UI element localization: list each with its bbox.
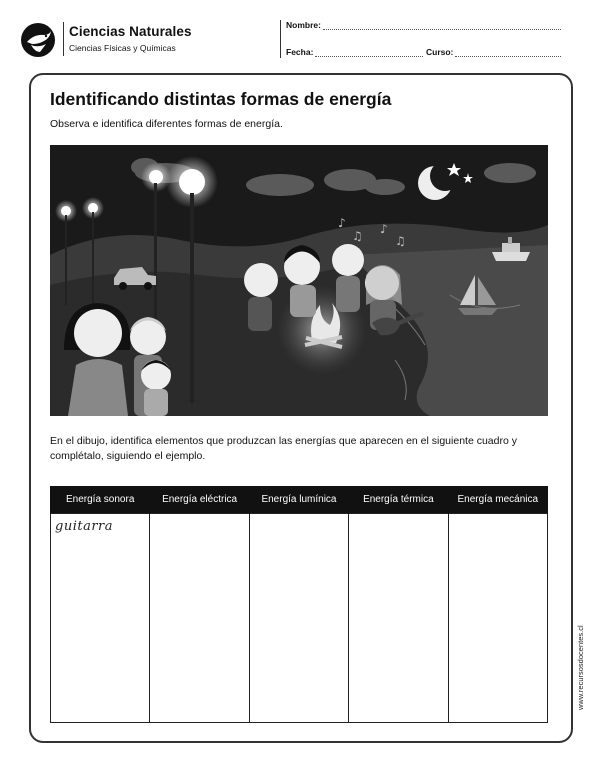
night-scene-illustration xyxy=(50,145,548,416)
bird-logo-icon xyxy=(20,22,56,58)
name-line[interactable] xyxy=(323,21,561,30)
column-header-electrica: Energía eléctrica xyxy=(150,486,249,514)
worksheet-intro: Observa e identifica diferentes formas de energía. xyxy=(50,118,283,130)
name-label: Nombre: xyxy=(286,20,321,30)
column-header-sonora: Energía sonora xyxy=(51,486,150,514)
column-header-luminica: Energía lumínica xyxy=(249,486,348,514)
date-field[interactable] xyxy=(286,47,423,57)
answer-cell-electrica[interactable] xyxy=(150,514,249,723)
date-label: Fecha: xyxy=(286,47,314,57)
answer-cell-sonora[interactable] xyxy=(51,514,150,723)
fields-divider xyxy=(280,20,281,58)
site-credit: www.recursosdocentes.cl xyxy=(576,625,585,710)
example-answer: guitarra xyxy=(55,519,114,534)
energy-table xyxy=(50,486,548,723)
subject-subtitle: Ciencias Físicas y Químicas xyxy=(69,43,176,53)
table-header-row xyxy=(51,486,548,514)
svg-text:♫: ♫ xyxy=(352,229,363,243)
course-field[interactable] xyxy=(426,47,561,57)
name-field[interactable] xyxy=(286,20,561,30)
worksheet-title: Identificando distintas formas de energía xyxy=(50,89,392,109)
svg-text:♪: ♪ xyxy=(338,216,346,230)
table-answer-row xyxy=(51,514,548,723)
header-divider xyxy=(63,22,64,56)
worksheet-instruction: En el dibujo, identifica elementos que produzcan las energías que aparecen en el siguiente cuadro y complétalo, siguiendo el ejemplo. xyxy=(50,435,517,462)
answer-cell-luminica[interactable] xyxy=(249,514,348,723)
answer-cell-mecanica[interactable] xyxy=(448,514,547,723)
column-header-mecanica: Energía mecánica xyxy=(448,486,547,514)
answer-cell-termica[interactable] xyxy=(349,514,448,723)
svg-text:♪: ♪ xyxy=(380,222,388,236)
date-line[interactable] xyxy=(315,48,423,57)
subject-title: Ciencias Naturales xyxy=(69,24,192,39)
column-header-termica: Energía térmica xyxy=(349,486,448,514)
course-label: Curso: xyxy=(426,47,454,57)
course-line[interactable] xyxy=(455,48,561,57)
svg-text:♫: ♫ xyxy=(395,234,406,248)
